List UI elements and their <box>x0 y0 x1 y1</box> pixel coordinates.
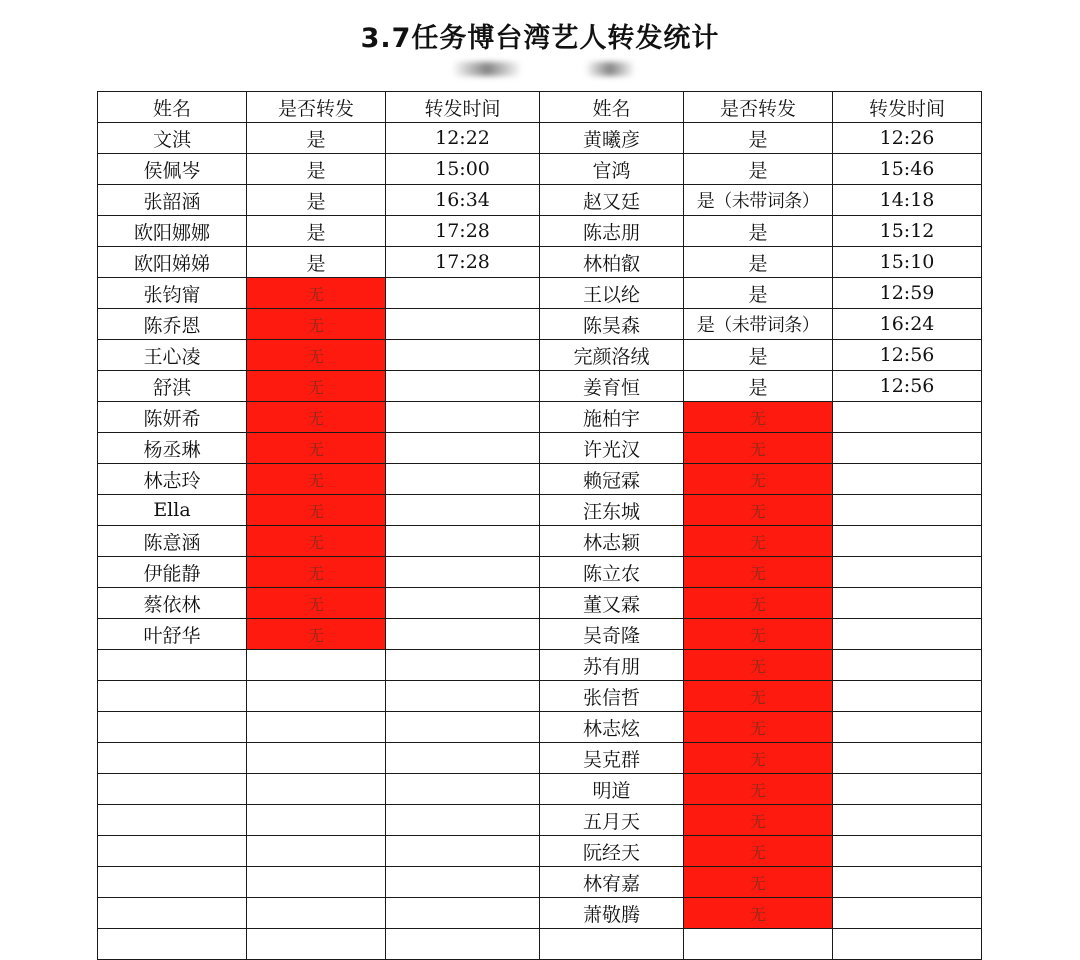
left-time-cell: 12:22 <box>386 123 540 154</box>
right-status-cell: 无 <box>684 588 833 619</box>
header-status-right: 是否转发 <box>684 92 833 123</box>
right-name-cell: 明道 <box>540 774 684 805</box>
left-status-cell: 无 <box>247 309 386 340</box>
left-time-cell <box>386 371 540 402</box>
table-row <box>98 340 982 371</box>
right-status-cell: 是（未带词条） <box>684 185 833 216</box>
left-name-cell: 文淇 <box>98 123 247 154</box>
right-name-cell: 黄曦彦 <box>540 123 684 154</box>
right-name-cell: 施柏宇 <box>540 402 684 433</box>
left-status-cell <box>247 805 386 836</box>
left-status-cell: 无 <box>247 278 386 309</box>
right-name-cell: 阮经天 <box>540 836 684 867</box>
right-time-cell <box>833 433 982 464</box>
right-name-cell: 五月天 <box>540 805 684 836</box>
left-name-cell: 叶舒华 <box>98 619 247 650</box>
left-name-cell <box>98 898 247 929</box>
header-name-right: 姓名 <box>540 92 684 123</box>
right-status-cell: 无 <box>684 619 833 650</box>
left-name-cell: Ella <box>98 495 247 526</box>
left-status-cell: 是 <box>247 123 386 154</box>
table-row <box>98 123 982 154</box>
table-row <box>98 619 982 650</box>
left-status-cell: 是 <box>247 216 386 247</box>
left-name-cell <box>98 836 247 867</box>
table-row <box>98 929 982 960</box>
right-name-cell: 许光汉 <box>540 433 684 464</box>
table-row <box>98 402 982 433</box>
left-time-cell <box>386 464 540 495</box>
left-name-cell: 欧阳娜娜 <box>98 216 247 247</box>
table-row <box>98 154 982 185</box>
right-time-cell <box>833 588 982 619</box>
left-time-cell <box>386 650 540 681</box>
table-row <box>98 464 982 495</box>
left-name-cell: 陈乔恩 <box>98 309 247 340</box>
right-status-cell: 是 <box>684 247 833 278</box>
right-status-cell: 无 <box>684 805 833 836</box>
table-row <box>98 495 982 526</box>
right-time-cell <box>833 681 982 712</box>
right-status-cell: 无 <box>684 712 833 743</box>
right-time-cell: 16:24 <box>833 309 982 340</box>
left-status-cell: 是 <box>247 247 386 278</box>
left-status-cell: 无 <box>247 588 386 619</box>
right-status-cell: 无 <box>684 743 833 774</box>
left-time-cell <box>386 681 540 712</box>
table-row <box>98 774 982 805</box>
right-status-cell: 是 <box>684 371 833 402</box>
right-time-cell: 14:18 <box>833 185 982 216</box>
left-status-cell: 无 <box>247 433 386 464</box>
right-time-cell: 12:26 <box>833 123 982 154</box>
left-time-cell <box>386 402 540 433</box>
right-time-cell <box>833 650 982 681</box>
left-time-cell: 15:00 <box>386 154 540 185</box>
left-time-cell <box>386 929 540 960</box>
right-name-cell: 林志炫 <box>540 712 684 743</box>
right-time-cell: 15:10 <box>833 247 982 278</box>
left-status-cell: 无 <box>247 619 386 650</box>
table-row <box>98 805 982 836</box>
right-status-cell: 无 <box>684 464 833 495</box>
left-status-cell <box>247 650 386 681</box>
left-time-cell <box>386 278 540 309</box>
left-time-cell <box>386 898 540 929</box>
right-name-cell: 萧敬腾 <box>540 898 684 929</box>
left-time-cell <box>386 309 540 340</box>
left-name-cell: 欧阳娣娣 <box>98 247 247 278</box>
right-name-cell: 陈志朋 <box>540 216 684 247</box>
left-time-cell <box>386 588 540 619</box>
right-status-cell: 无 <box>684 526 833 557</box>
right-name-cell: 王以纶 <box>540 278 684 309</box>
left-status-cell <box>247 929 386 960</box>
right-status-cell: 无 <box>684 650 833 681</box>
table-row <box>98 526 982 557</box>
left-time-cell <box>386 836 540 867</box>
left-status-cell: 无 <box>247 402 386 433</box>
right-name-cell: 赖冠霖 <box>540 464 684 495</box>
left-status-cell: 是 <box>247 185 386 216</box>
right-time-cell: 15:46 <box>833 154 982 185</box>
header-name-left: 姓名 <box>98 92 247 123</box>
right-time-cell <box>833 712 982 743</box>
right-time-cell <box>833 402 982 433</box>
right-status-cell <box>684 929 833 960</box>
right-name-cell: 林志颖 <box>540 526 684 557</box>
right-time-cell <box>833 743 982 774</box>
left-name-cell <box>98 743 247 774</box>
left-name-cell: 舒淇 <box>98 371 247 402</box>
table-row <box>98 247 982 278</box>
left-time-cell <box>386 433 540 464</box>
right-name-cell: 姜育恒 <box>540 371 684 402</box>
right-status-cell: 无 <box>684 433 833 464</box>
left-name-cell <box>98 712 247 743</box>
left-name-cell: 陈意涵 <box>98 526 247 557</box>
left-status-cell <box>247 712 386 743</box>
right-status-cell: 无 <box>684 557 833 588</box>
table-row <box>98 371 982 402</box>
left-name-cell <box>98 774 247 805</box>
right-name-cell: 官鸿 <box>540 154 684 185</box>
right-status-cell: 是 <box>684 154 833 185</box>
right-name-cell: 林宥嘉 <box>540 867 684 898</box>
left-name-cell <box>98 681 247 712</box>
table-row <box>98 898 982 929</box>
header-row <box>98 92 982 123</box>
table-row <box>98 836 982 867</box>
right-status-cell: 无 <box>684 836 833 867</box>
right-status-cell: 无 <box>684 867 833 898</box>
left-name-cell: 张韶涵 <box>98 185 247 216</box>
table-row <box>98 743 982 774</box>
left-name-cell <box>98 650 247 681</box>
header-time-left: 转发时间 <box>386 92 540 123</box>
table-row <box>98 557 982 588</box>
left-time-cell <box>386 340 540 371</box>
left-status-cell <box>247 774 386 805</box>
table-row <box>98 309 982 340</box>
left-status-cell: 是 <box>247 154 386 185</box>
right-name-cell <box>540 929 684 960</box>
left-status-cell <box>247 867 386 898</box>
right-time-cell <box>833 619 982 650</box>
left-name-cell: 蔡依林 <box>98 588 247 619</box>
right-status-cell: 无 <box>684 774 833 805</box>
left-status-cell: 无 <box>247 340 386 371</box>
table-row <box>98 712 982 743</box>
table-row <box>98 278 982 309</box>
right-time-cell: 15:12 <box>833 216 982 247</box>
left-status-cell: 无 <box>247 495 386 526</box>
left-time-cell <box>386 495 540 526</box>
right-name-cell: 吴奇隆 <box>540 619 684 650</box>
left-status-cell <box>247 898 386 929</box>
right-name-cell: 赵又廷 <box>540 185 684 216</box>
right-status-cell: 无 <box>684 898 833 929</box>
left-time-cell <box>386 712 540 743</box>
left-name-cell <box>98 867 247 898</box>
left-time-cell <box>386 867 540 898</box>
repost-stats-table <box>97 91 982 960</box>
left-time-cell <box>386 743 540 774</box>
left-name-cell: 伊能静 <box>98 557 247 588</box>
right-time-cell: 12:56 <box>833 340 982 371</box>
right-time-cell <box>833 557 982 588</box>
right-name-cell: 苏有朋 <box>540 650 684 681</box>
left-time-cell <box>386 774 540 805</box>
table-row <box>98 185 982 216</box>
left-status-cell <box>247 681 386 712</box>
left-name-cell: 陈妍希 <box>98 402 247 433</box>
left-status-cell: 无 <box>247 526 386 557</box>
right-time-cell <box>833 805 982 836</box>
redaction-smudge-left <box>452 62 522 76</box>
table-row <box>98 216 982 247</box>
right-status-cell: 是 <box>684 340 833 371</box>
right-time-cell: 12:56 <box>833 371 982 402</box>
right-name-cell: 陈立农 <box>540 557 684 588</box>
right-time-cell <box>833 495 982 526</box>
left-status-cell <box>247 836 386 867</box>
right-time-cell <box>833 526 982 557</box>
left-time-cell: 17:28 <box>386 247 540 278</box>
table-row <box>98 681 982 712</box>
right-time-cell: 12:59 <box>833 278 982 309</box>
right-name-cell: 张信哲 <box>540 681 684 712</box>
right-time-cell <box>833 836 982 867</box>
left-status-cell: 无 <box>247 371 386 402</box>
right-status-cell: 是 <box>684 216 833 247</box>
redaction-smudge-right <box>585 62 635 76</box>
table-row <box>98 650 982 681</box>
header-status-left: 是否转发 <box>247 92 386 123</box>
right-status-cell: 是 <box>684 123 833 154</box>
left-time-cell <box>386 805 540 836</box>
right-name-cell: 林柏叡 <box>540 247 684 278</box>
left-time-cell: 16:34 <box>386 185 540 216</box>
table-row <box>98 867 982 898</box>
right-time-cell <box>833 898 982 929</box>
right-time-cell <box>833 464 982 495</box>
right-time-cell <box>833 929 982 960</box>
left-name-cell: 杨丞琳 <box>98 433 247 464</box>
right-name-cell: 完颜洛绒 <box>540 340 684 371</box>
right-status-cell: 无 <box>684 402 833 433</box>
left-name-cell: 张钧甯 <box>98 278 247 309</box>
left-name-cell: 王心凌 <box>98 340 247 371</box>
right-name-cell: 汪东城 <box>540 495 684 526</box>
left-time-cell <box>386 557 540 588</box>
right-status-cell: 无 <box>684 495 833 526</box>
left-name-cell <box>98 805 247 836</box>
left-name-cell: 侯佩岑 <box>98 154 247 185</box>
left-status-cell <box>247 743 386 774</box>
right-time-cell <box>833 867 982 898</box>
left-status-cell: 无 <box>247 557 386 588</box>
right-name-cell: 陈昊森 <box>540 309 684 340</box>
right-status-cell: 是 <box>684 278 833 309</box>
table-row <box>98 433 982 464</box>
left-time-cell <box>386 619 540 650</box>
page-title: 3.7任务博台湾艺人转发统计 <box>360 23 720 54</box>
right-status-cell: 无 <box>684 681 833 712</box>
left-time-cell <box>386 526 540 557</box>
right-name-cell: 董又霖 <box>540 588 684 619</box>
right-name-cell: 吴克群 <box>540 743 684 774</box>
left-time-cell: 17:28 <box>386 216 540 247</box>
left-status-cell: 无 <box>247 464 386 495</box>
right-time-cell <box>833 774 982 805</box>
left-name-cell <box>98 929 247 960</box>
right-status-cell: 是（未带词条） <box>684 309 833 340</box>
table-row <box>98 588 982 619</box>
header-time-right: 转发时间 <box>833 92 982 123</box>
left-name-cell: 林志玲 <box>98 464 247 495</box>
